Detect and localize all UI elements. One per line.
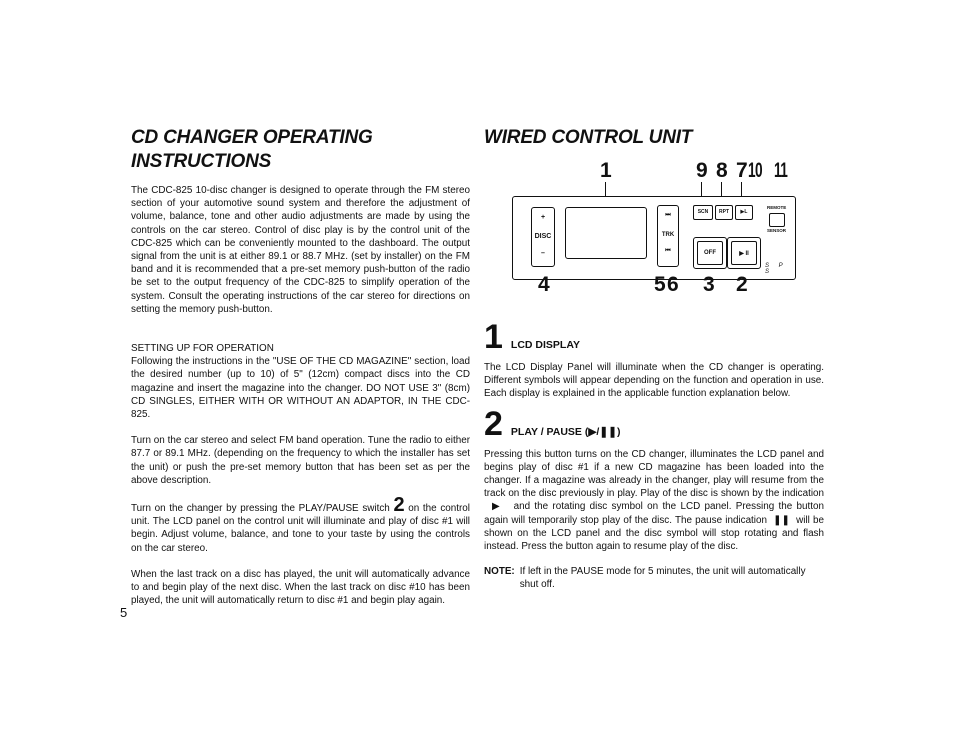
sps-label: S P S bbox=[765, 263, 787, 275]
note-block bbox=[484, 565, 824, 591]
lcd-paragraph: The LCD Display Panel will illuminate when the CD changer is operating. Different symbols will appear depending on the function and operation in use. Each display is explained in the applicable function explanation below. bbox=[484, 362, 824, 400]
play-text-c: will be shown on the LCD panel and the disc symbol will stop rotating and flash instead. Press the button again to resume play of the disc. bbox=[484, 514, 824, 553]
disc-label: DISC bbox=[534, 233, 552, 240]
callout-3: 3 bbox=[703, 273, 714, 296]
scan-button[interactable]: SCN bbox=[693, 205, 713, 220]
disc-plus-icon: + bbox=[540, 214, 546, 221]
control-unit-body bbox=[512, 196, 796, 280]
last-track-paragraph: When the last track on a disc has played, the unit will automatically advance to and begin play of the next disc. When the last track on disc #10 has been played, the unit will automatically return to disc #1 and begin play again. bbox=[131, 568, 470, 607]
play-pause-reference: 2 bbox=[393, 494, 405, 517]
intro-paragraph: The CDC-825 10-disc changer is designed to operate through the FM stereo section of your automotive sound system and therefore the adjustment of volume, balance, tone and other audio adjustments are made by using the controls on the car stereo. Control of disc play is by the control unit of the CDC-825 which can be conveniently mounted to the dashboard. The output signal from the unit is at either 89.1 or 88.7 MHz. (set by installer) on the FM band and it is recommended that a pre-set memory push-button of the radio be set to the output frequency of the CDC-825 to simplify operation of the system. Consult the operating instructions of the car stereo for directions on setting the memory push-button. bbox=[131, 185, 470, 315]
turn-on-paragraph bbox=[131, 494, 470, 555]
callout-2: 2 bbox=[736, 273, 747, 296]
callout-9: 9 bbox=[696, 159, 707, 182]
setup-paragraph: Following the instructions in the "USE OF THE CD MAGAZINE" section, load the desired number (up to 10) of 5" (12cm) compact discs into the CD magazine and insert the magazine into the changer. DO NOT USE 3" (8cm) CD SINGLES, EITHER WITH OR WITHOUT AN ADAPTOR, IN THE CDC-825. bbox=[131, 356, 470, 421]
callout-10: 10 bbox=[748, 159, 762, 182]
off-button[interactable] bbox=[693, 237, 727, 269]
lcd-number: 1 bbox=[484, 318, 503, 356]
section-title-cd-changer: CD CHANGER OPERATING INSTRUCTIONS bbox=[131, 127, 373, 172]
remote-sensor-window bbox=[769, 213, 785, 227]
lcd-display-panel bbox=[565, 207, 647, 259]
disc-rocker-button[interactable] bbox=[531, 207, 555, 267]
callout-11: 11 bbox=[774, 159, 788, 182]
section-title-wired-control: WIRED CONTROL UNIT bbox=[484, 127, 693, 148]
track-rocker-button[interactable] bbox=[657, 205, 679, 267]
play-pause-title bbox=[511, 426, 621, 438]
fm-paragraph: Turn on the car stereo and select FM band operation. Tune the radio to either 87.7 or 89.1 MHz. (depending on the frequency to which the installer has set the unit) or push the pre-set memory button that has been set as per the above description. bbox=[131, 435, 470, 486]
previous-track-icon: ⏮ bbox=[665, 248, 671, 254]
turn-on-text-b: on the control unit. The LCD panel on the control unit will illuminate and play of disc #1 will begin. Adjust volume, balance, and tone to your taste by using the controls on the car stereo. bbox=[131, 503, 470, 554]
play-text-b: and the rotating disc symbol on the LCD panel. Pressing the button again will temporarily stop play of the disc. The pause indication bbox=[484, 501, 824, 526]
off-label: OFF bbox=[697, 241, 723, 265]
note-text: If left in the PAUSE mode for 5 minutes, the unit will automatically shut off. bbox=[519, 566, 806, 591]
play-text-a: Pressing this button turns on the CD changer, illuminates the LCD panel and begins play of disc #1 if a new CD magazine has been loaded into the changer. If a magazine was already in the changer, play will resume from the track on the disc previously in play. Play of the disc is shown by the indication bbox=[484, 448, 824, 500]
callout-5: 5 bbox=[654, 273, 665, 296]
repeat-button[interactable]: RPT bbox=[715, 205, 733, 220]
pause-indicator-icon: ❚❚ bbox=[773, 514, 790, 526]
play-pause-symbol-icon: ▶/❚❚ bbox=[588, 425, 617, 438]
turn-on-text-a: Turn on the changer by pressing the PLAY/PAUSE switch bbox=[131, 503, 390, 515]
play-pause-title-suffix: ) bbox=[616, 425, 621, 438]
lcd-heading bbox=[484, 318, 824, 356]
play-indicator-icon: ▶ bbox=[492, 501, 502, 513]
callout-4: 4 bbox=[538, 273, 549, 296]
right-column bbox=[484, 126, 824, 592]
play-pause-heading bbox=[484, 404, 824, 443]
remote-label: REMOTE bbox=[767, 205, 787, 210]
page-number: 5 bbox=[120, 605, 128, 620]
note-label: NOTE: bbox=[484, 566, 515, 578]
play-pause-button[interactable] bbox=[727, 237, 761, 269]
play-pause-number: 2 bbox=[484, 404, 503, 443]
sensor-label: SENSOR bbox=[767, 228, 787, 233]
callout-6: 6 bbox=[667, 273, 678, 296]
track-label: TRK bbox=[661, 232, 675, 238]
callout-7: 7 bbox=[736, 159, 747, 182]
play-pause-paragraph bbox=[484, 448, 824, 554]
next-track-icon: ⏭ bbox=[665, 212, 671, 218]
left-column bbox=[131, 126, 470, 607]
callout-1: 1 bbox=[600, 159, 611, 182]
play-pause-icon: ▶ II bbox=[731, 241, 757, 265]
callout-8: 8 bbox=[716, 159, 727, 182]
play-pause-title-prefix: PLAY / PAUSE ( bbox=[510, 425, 589, 438]
setup-heading: SETTING UP FOR OPERATION bbox=[131, 343, 274, 355]
lcd-title: LCD DISPLAY bbox=[510, 339, 580, 351]
disc-minus-icon: – bbox=[541, 250, 545, 257]
intro-button[interactable]: ▶L bbox=[735, 205, 753, 220]
control-unit-diagram bbox=[484, 160, 824, 300]
